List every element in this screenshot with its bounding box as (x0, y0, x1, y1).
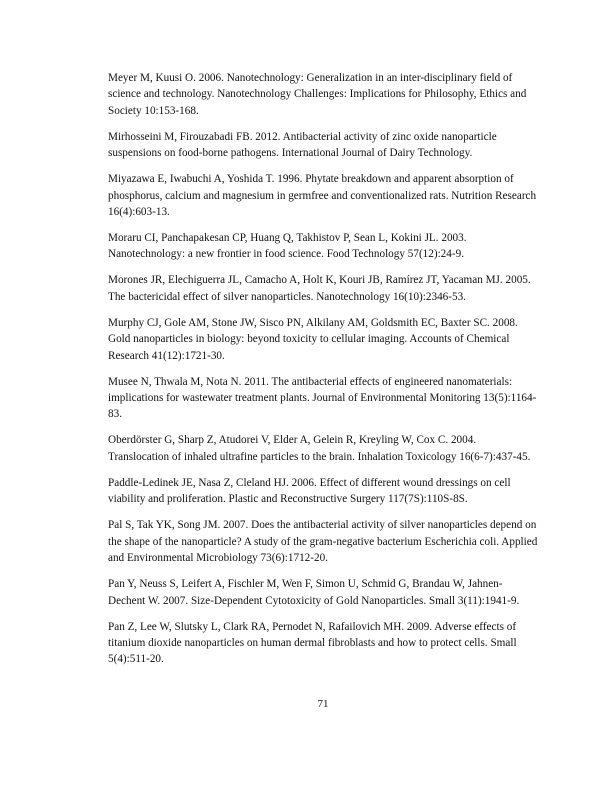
reference-entry: Pan Z, Lee W, Slutsky L, Clark RA, Pernodet N, Rafailovich MH. 2009. Adverse effects of titanium dioxide nanoparticles on human dermal fibroblasts and how to protect cells. Small 5(4):511-20. (108, 620, 517, 666)
reference-entry: Mirhosseini M, Firouzabadi FB. 2012. Antibacterial activity of zinc oxide nanoparticle suspensions on food-borne pathogens. International Journal of Dairy Technology. (108, 130, 497, 160)
reference-entry: Murphy CJ, Gole AM, Stone JW, Sisco PN, Alkilany AM, Goldsmith EC, Baxter SC. 2008. Gold nanoparticles in biology: beyond toxicity to cellular imaging. Accounts of Chemical Research 41(12):1721-30. (108, 316, 518, 362)
reference-entry: Meyer M, Kuusi O. 2006. Nanotechnology: Generalization in an inter-disciplinary field of science and technology. Nanotechnology Challenges: Implications for Philosophy, Ethics and Society 10:153-168. (108, 72, 527, 117)
reference-entry: Moraru CI, Panchapakesan CP, Huang Q, Takhistov P, Sean L, Kokini JL. 2003. Nanotechnology: a new frontier in food science. Food Technology 57(12):24-9. (108, 232, 467, 261)
reference-entry: Morones JR, Elechiguerra JL, Camacho A, Holt K, Kouri JB, Ramírez JT, Yacaman MJ. 2005. The bactericidal effect of silver nanoparticles. Nanotechnology 16(10):2346-53. (108, 274, 531, 303)
reference-entry: Pan Y, Neuss S, Leifert A, Fischler M, Wen F, Simon U, Schmid G, Brandau W, Jahnen-Dechent W. 2007. Size-Dependent Cytotoxicity of Gold Nanoparticles. Small 3(11):1941-9. (108, 578, 520, 607)
reference-entry: Paddle-Ledinek JE, Nasa Z, Cleland HJ. 2006. Effect of different wound dressings on cell viability and proliferation. Plastic and Reconstructive Surgery 117(7S):110S-8S. (108, 476, 511, 506)
reference-entry: Miyazawa E, Iwabuchi A, Yoshida T. 1996. Phytate breakdown and apparent absorption of phosphorus, calcium and magnesium in germfree and conventionalized rats. Nutrition Research 16(4):603-13. (108, 173, 537, 219)
reference-entry: Oberdörster G, Sharp Z, Atudorei V, Elder A, Gelein R, Kreyling W, Cox C. 2004. Translocation of inhaled ultrafine particles to the brain. Inhalation Toxicology 16(6-7):437-45. (108, 434, 531, 463)
page-number: 71 (317, 698, 329, 710)
reference-list (108, 70, 538, 677)
reference-entry: Musee N, Thwala M, Nota N. 2011. The antibacterial effects of engineered nanomaterials: implications for wastewater treatment plants. Journal of Environmental Monitoring 13(5):1164-83. (108, 375, 537, 421)
reference-entry: Pal S, Tak YK, Song JM. 2007. Does the antibacterial activity of silver nanoparticles depend on the shape of the nanoparticle? A study of the gram-negative bacterium Escherichia coli. Applied and Environmental Microbiology 73(6):1712-20. (108, 519, 538, 565)
